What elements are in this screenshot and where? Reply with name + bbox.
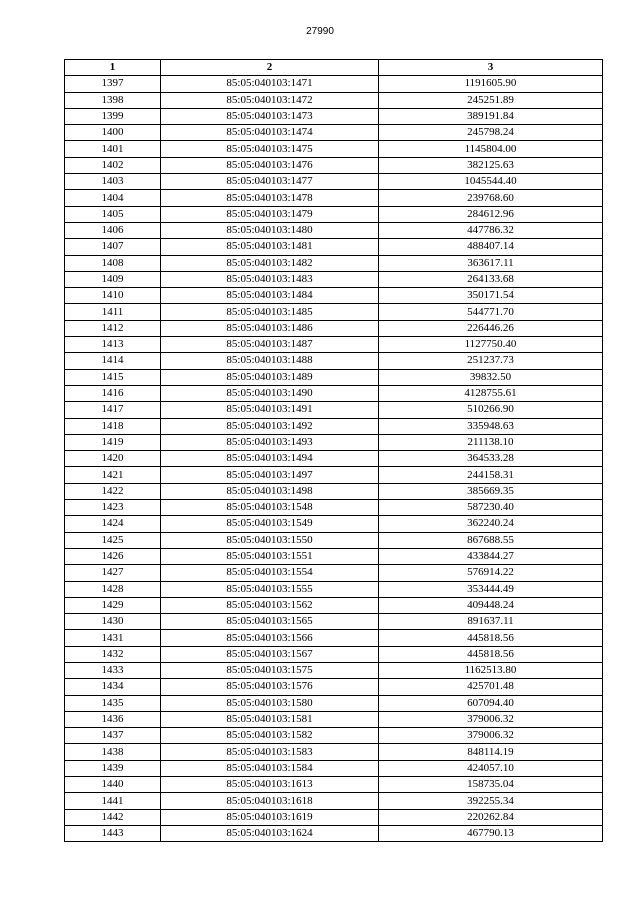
cadastral-number-cell: 85:05:040103:1487 [161, 337, 379, 353]
row-number-cell: 1417 [65, 402, 161, 418]
row-number-cell: 1421 [65, 467, 161, 483]
cadastral-number-cell: 85:05:040103:1489 [161, 369, 379, 385]
row-number-cell: 1420 [65, 451, 161, 467]
value-cell: 353444.49 [379, 581, 603, 597]
cadastral-number-cell: 85:05:040103:1471 [161, 76, 379, 92]
row-number-cell: 1410 [65, 288, 161, 304]
table-row [65, 141, 603, 157]
table-row [65, 92, 603, 108]
value-cell: 1127750.40 [379, 337, 603, 353]
row-number-cell: 1422 [65, 483, 161, 499]
cadastral-number-cell: 85:05:040103:1619 [161, 809, 379, 825]
value-cell: 379006.32 [379, 728, 603, 744]
value-cell: 251237.73 [379, 353, 603, 369]
row-number-cell: 1405 [65, 206, 161, 222]
table-row [65, 190, 603, 206]
row-number-cell: 1414 [65, 353, 161, 369]
cadastral-number-cell: 85:05:040103:1482 [161, 255, 379, 271]
cadastral-number-cell: 85:05:040103:1478 [161, 190, 379, 206]
row-number-cell: 1439 [65, 760, 161, 776]
table-row [65, 288, 603, 304]
table-row [65, 695, 603, 711]
table-row [65, 581, 603, 597]
row-number-cell: 1407 [65, 239, 161, 255]
cadastral-number-cell: 85:05:040103:1567 [161, 646, 379, 662]
row-number-cell: 1403 [65, 174, 161, 190]
cadastral-number-cell: 85:05:040103:1494 [161, 451, 379, 467]
cadastral-number-cell: 85:05:040103:1473 [161, 108, 379, 124]
cadastral-number-cell: 85:05:040103:1479 [161, 206, 379, 222]
value-cell: 392255.34 [379, 793, 603, 809]
table-row [65, 76, 603, 92]
table-row [65, 500, 603, 516]
row-number-cell: 1398 [65, 92, 161, 108]
table-row [65, 108, 603, 124]
table-row [65, 369, 603, 385]
row-number-cell: 1412 [65, 320, 161, 336]
table-row [65, 760, 603, 776]
row-number-cell: 1423 [65, 500, 161, 516]
table-row [65, 337, 603, 353]
header-row [65, 60, 603, 76]
table-row [65, 402, 603, 418]
table-row [65, 125, 603, 141]
row-number-cell: 1434 [65, 679, 161, 695]
cadastral-number-cell: 85:05:040103:1584 [161, 760, 379, 776]
row-number-cell: 1435 [65, 695, 161, 711]
cadastral-number-cell: 85:05:040103:1477 [161, 174, 379, 190]
row-number-cell: 1401 [65, 141, 161, 157]
column-header-1: 1 [65, 60, 161, 76]
value-cell: 488407.14 [379, 239, 603, 255]
row-number-cell: 1406 [65, 222, 161, 238]
table-row [65, 174, 603, 190]
table-row [65, 548, 603, 564]
cadastral-number-cell: 85:05:040103:1498 [161, 483, 379, 499]
cadastral-number-cell: 85:05:040103:1475 [161, 141, 379, 157]
value-cell: 350171.54 [379, 288, 603, 304]
row-number-cell: 1409 [65, 271, 161, 287]
cadastral-number-cell: 85:05:040103:1548 [161, 500, 379, 516]
row-number-cell: 1402 [65, 157, 161, 173]
value-cell: 1145804.00 [379, 141, 603, 157]
value-cell: 1191605.90 [379, 76, 603, 92]
row-number-cell: 1426 [65, 548, 161, 564]
value-cell: 335948.63 [379, 418, 603, 434]
cadastral-number-cell: 85:05:040103:1575 [161, 662, 379, 678]
row-number-cell: 1413 [65, 337, 161, 353]
cadastral-number-cell: 85:05:040103:1565 [161, 614, 379, 630]
cadastral-number-cell: 85:05:040103:1483 [161, 271, 379, 287]
value-cell: 363617.11 [379, 255, 603, 271]
value-cell: 1045544.40 [379, 174, 603, 190]
value-cell: 544771.70 [379, 304, 603, 320]
table-row [65, 809, 603, 825]
cadastral-number-cell: 85:05:040103:1613 [161, 777, 379, 793]
cadastral-number-cell: 85:05:040103:1580 [161, 695, 379, 711]
cadastral-number-cell: 85:05:040103:1551 [161, 548, 379, 564]
value-cell: 891637.11 [379, 614, 603, 630]
table-row [65, 418, 603, 434]
table-row [65, 483, 603, 499]
row-number-cell: 1419 [65, 434, 161, 450]
value-cell: 867688.55 [379, 532, 603, 548]
cadastral-number-cell: 85:05:040103:1582 [161, 728, 379, 744]
table-row [65, 597, 603, 613]
column-header-2: 2 [161, 60, 379, 76]
cadastral-number-cell: 85:05:040103:1491 [161, 402, 379, 418]
table-row [65, 451, 603, 467]
data-table [64, 59, 603, 842]
table-row [65, 222, 603, 238]
table-row [65, 662, 603, 678]
table-row [65, 255, 603, 271]
value-cell: 1162513.80 [379, 662, 603, 678]
value-cell: 284612.96 [379, 206, 603, 222]
table-row [65, 777, 603, 793]
row-number-cell: 1437 [65, 728, 161, 744]
row-number-cell: 1430 [65, 614, 161, 630]
value-cell: 239768.60 [379, 190, 603, 206]
row-number-cell: 1443 [65, 825, 161, 841]
table-row [65, 467, 603, 483]
value-cell: 245798.24 [379, 125, 603, 141]
table-row [65, 304, 603, 320]
cadastral-number-cell: 85:05:040103:1497 [161, 467, 379, 483]
table-row [65, 206, 603, 222]
value-cell: 607094.40 [379, 695, 603, 711]
value-cell: 445818.56 [379, 630, 603, 646]
row-number-cell: 1442 [65, 809, 161, 825]
value-cell: 158735.04 [379, 777, 603, 793]
table-row [65, 679, 603, 695]
cadastral-number-cell: 85:05:040103:1484 [161, 288, 379, 304]
cadastral-number-cell: 85:05:040103:1472 [161, 92, 379, 108]
row-number-cell: 1427 [65, 565, 161, 581]
cadastral-number-cell: 85:05:040103:1555 [161, 581, 379, 597]
cadastral-number-cell: 85:05:040103:1480 [161, 222, 379, 238]
cadastral-number-cell: 85:05:040103:1549 [161, 516, 379, 532]
cadastral-number-cell: 85:05:040103:1474 [161, 125, 379, 141]
cadastral-number-cell: 85:05:040103:1492 [161, 418, 379, 434]
value-cell: 4128755.61 [379, 385, 603, 401]
row-number-cell: 1397 [65, 76, 161, 92]
table-row [65, 434, 603, 450]
table-row [65, 614, 603, 630]
cadastral-number-cell: 85:05:040103:1486 [161, 320, 379, 336]
row-number-cell: 1440 [65, 777, 161, 793]
cadastral-number-cell: 85:05:040103:1583 [161, 744, 379, 760]
table-row [65, 630, 603, 646]
row-number-cell: 1429 [65, 597, 161, 613]
table-body [65, 76, 603, 842]
cadastral-number-cell: 85:05:040103:1476 [161, 157, 379, 173]
value-cell: 424057.10 [379, 760, 603, 776]
value-cell: 409448.24 [379, 597, 603, 613]
table-row [65, 793, 603, 809]
cadastral-number-cell: 85:05:040103:1566 [161, 630, 379, 646]
value-cell: 467790.13 [379, 825, 603, 841]
cadastral-number-cell: 85:05:040103:1485 [161, 304, 379, 320]
value-cell: 576914.22 [379, 565, 603, 581]
cadastral-number-cell: 85:05:040103:1581 [161, 711, 379, 727]
value-cell: 587230.40 [379, 500, 603, 516]
value-cell: 245251.89 [379, 92, 603, 108]
value-cell: 445818.56 [379, 646, 603, 662]
cadastral-number-cell: 85:05:040103:1493 [161, 434, 379, 450]
table-row [65, 728, 603, 744]
row-number-cell: 1411 [65, 304, 161, 320]
cadastral-number-cell: 85:05:040103:1624 [161, 825, 379, 841]
cadastral-number-cell: 85:05:040103:1562 [161, 597, 379, 613]
value-cell: 425701.48 [379, 679, 603, 695]
value-cell: 264133.68 [379, 271, 603, 287]
row-number-cell: 1424 [65, 516, 161, 532]
row-number-cell: 1416 [65, 385, 161, 401]
cadastral-number-cell: 85:05:040103:1481 [161, 239, 379, 255]
value-cell: 244158.31 [379, 467, 603, 483]
cadastral-number-cell: 85:05:040103:1488 [161, 353, 379, 369]
cadastral-number-cell: 85:05:040103:1550 [161, 532, 379, 548]
row-number-cell: 1431 [65, 630, 161, 646]
cadastral-number-cell: 85:05:040103:1576 [161, 679, 379, 695]
cadastral-number-cell: 85:05:040103:1618 [161, 793, 379, 809]
row-number-cell: 1432 [65, 646, 161, 662]
value-cell: 362240.24 [379, 516, 603, 532]
column-header-3: 3 [379, 60, 603, 76]
table-header [65, 60, 603, 76]
value-cell: 385669.35 [379, 483, 603, 499]
row-number-cell: 1441 [65, 793, 161, 809]
table-row [65, 744, 603, 760]
row-number-cell: 1404 [65, 190, 161, 206]
value-cell: 382125.63 [379, 157, 603, 173]
table-row [65, 711, 603, 727]
table-row [65, 271, 603, 287]
value-cell: 220262.84 [379, 809, 603, 825]
table-row [65, 516, 603, 532]
table-row [65, 385, 603, 401]
row-number-cell: 1408 [65, 255, 161, 271]
value-cell: 364533.28 [379, 451, 603, 467]
row-number-cell: 1400 [65, 125, 161, 141]
table-row [65, 825, 603, 841]
value-cell: 39832.50 [379, 369, 603, 385]
value-cell: 211138.10 [379, 434, 603, 450]
value-cell: 389191.84 [379, 108, 603, 124]
table-row [65, 532, 603, 548]
row-number-cell: 1415 [65, 369, 161, 385]
value-cell: 226446.26 [379, 320, 603, 336]
row-number-cell: 1436 [65, 711, 161, 727]
row-number-cell: 1399 [65, 108, 161, 124]
table-row [65, 353, 603, 369]
cadastral-number-cell: 85:05:040103:1554 [161, 565, 379, 581]
row-number-cell: 1418 [65, 418, 161, 434]
page-number: 27990 [306, 26, 334, 37]
table-row [65, 646, 603, 662]
row-number-cell: 1425 [65, 532, 161, 548]
value-cell: 379006.32 [379, 711, 603, 727]
value-cell: 433844.27 [379, 548, 603, 564]
table-row [65, 565, 603, 581]
value-cell: 848114.19 [379, 744, 603, 760]
table-row [65, 239, 603, 255]
table-row [65, 320, 603, 336]
value-cell: 510266.90 [379, 402, 603, 418]
value-cell: 447786.32 [379, 222, 603, 238]
table-row [65, 157, 603, 173]
row-number-cell: 1438 [65, 744, 161, 760]
row-number-cell: 1428 [65, 581, 161, 597]
row-number-cell: 1433 [65, 662, 161, 678]
cadastral-number-cell: 85:05:040103:1490 [161, 385, 379, 401]
